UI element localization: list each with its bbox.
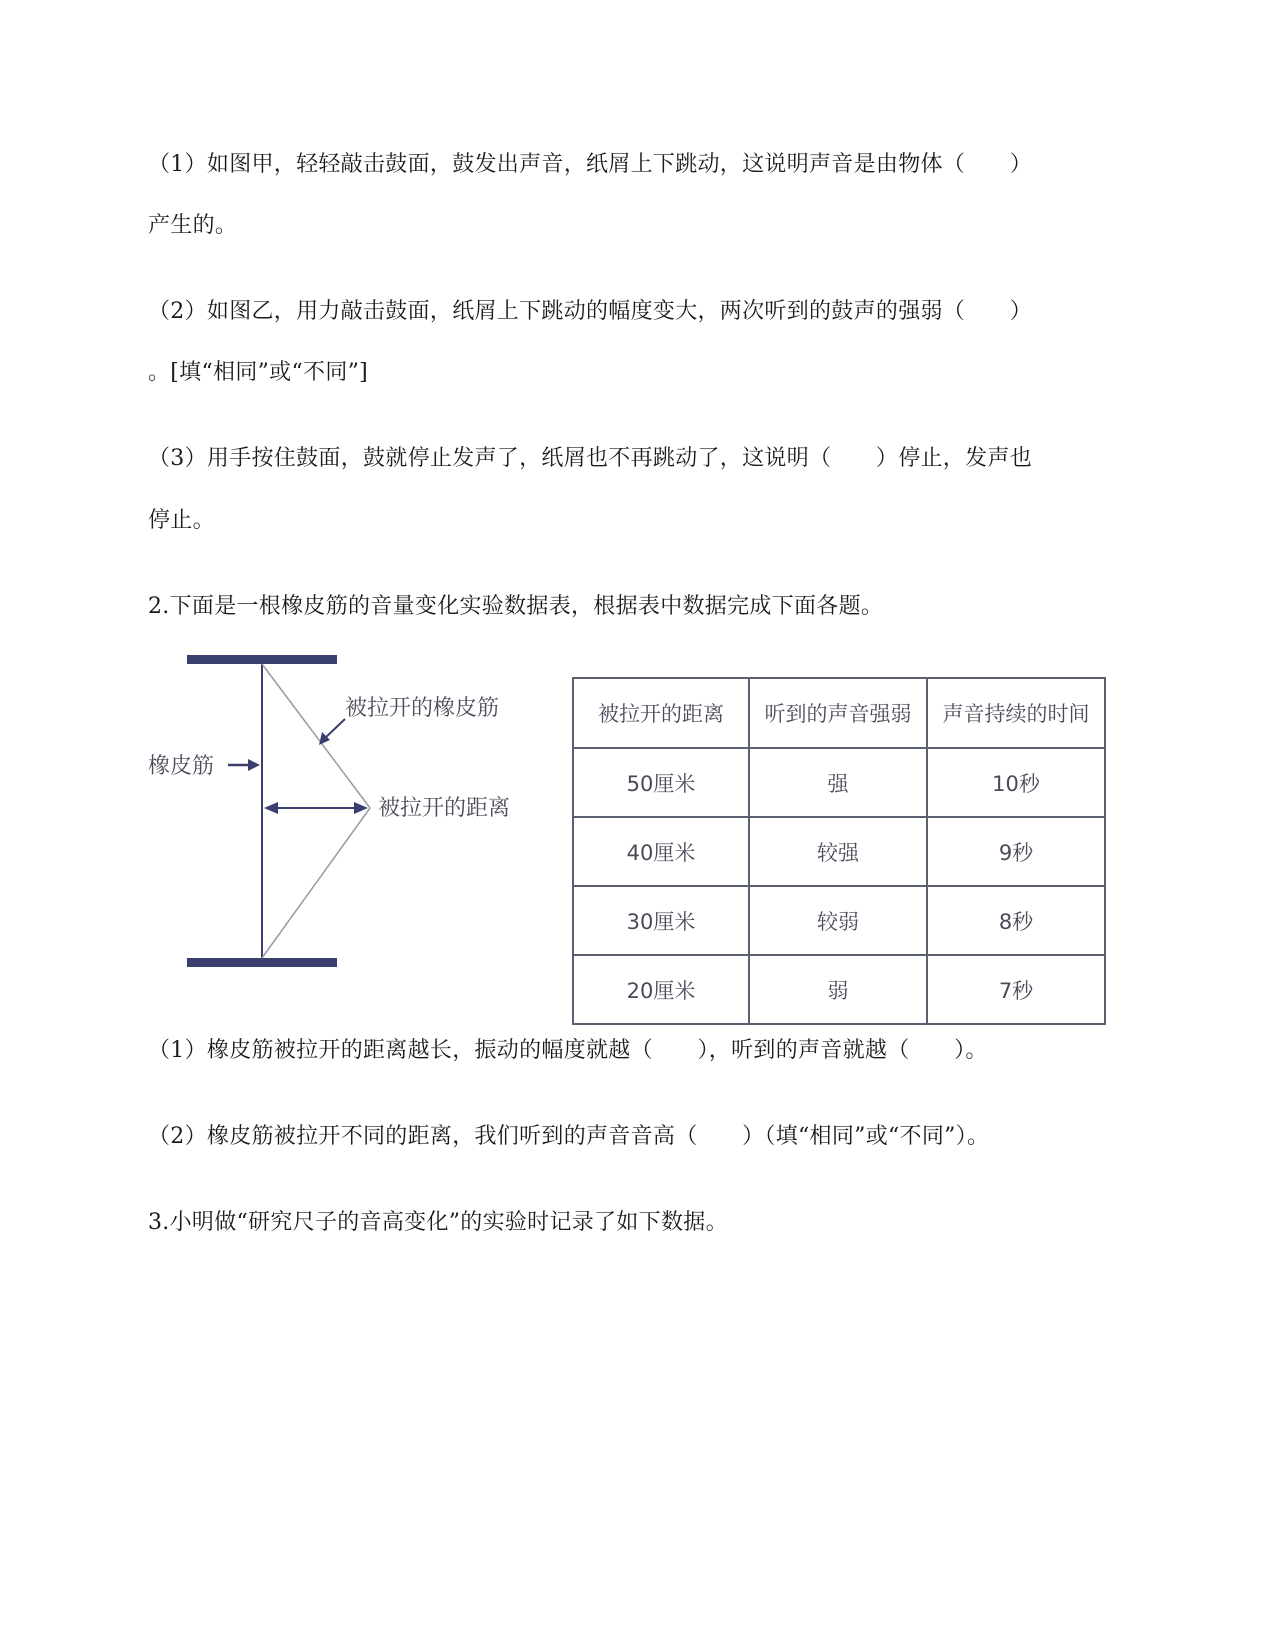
q1-part3-line2: 停止。 [148, 508, 215, 533]
table-cell: 30厘米 [573, 886, 749, 955]
distance-arrow-head-right [354, 802, 368, 814]
stretched-pointer-line [324, 719, 345, 739]
label-stretched-band: 被拉开的橡皮筋 [345, 696, 500, 721]
table-cell: 40厘米 [573, 817, 749, 886]
distance-arrow-head-left [264, 802, 278, 814]
table-row [573, 748, 1105, 817]
table-row [573, 886, 1105, 955]
bottom-bar [187, 958, 337, 967]
table-cell: 较弱 [749, 886, 927, 955]
label-rubber-band: 橡皮筋 [148, 754, 215, 779]
label-distance: 被拉开的距离 [378, 796, 511, 821]
rubber-band-figure [140, 655, 540, 1015]
table-cell: 10秒 [927, 748, 1105, 817]
q1-part2-line1: （2）如图乙，用力敲击鼓面，纸屑上下跳动的幅度变大，两次听到的鼓声的强弱（ ） [148, 299, 1032, 324]
table-cell: 9秒 [927, 817, 1105, 886]
table-header: 被拉开的距离 [573, 678, 749, 748]
table-cell: 20厘米 [573, 955, 749, 1024]
rubber-band-pointer-head [248, 759, 260, 771]
table-header: 声音持续的时间 [927, 678, 1105, 748]
q1-part3-line1: （3）用手按住鼓面，鼓就停止发声了，纸屑也不再跳动了，这说明（ ）停止，发声也 [148, 446, 1032, 471]
table-cell: 7秒 [927, 955, 1105, 1024]
table-cell: 弱 [749, 955, 927, 1024]
q1-part1-line2: 产生的。 [148, 213, 238, 238]
table-row [573, 817, 1105, 886]
stretched-band-lower [262, 808, 370, 958]
table-cell: 较强 [749, 817, 927, 886]
q2-part2: （2）橡皮筋被拉开不同的距离，我们听到的声音音高（ ）（填“相同”或“不同”）。 [148, 1124, 990, 1149]
rubber-band-data-table [572, 677, 1106, 1025]
table-cell: 强 [749, 748, 927, 817]
top-bar [187, 655, 337, 664]
table-cell: 50厘米 [573, 748, 749, 817]
q2-part1: （1）橡皮筋被拉开的距离越长，振动的幅度就越（ ），听到的声音就越（ ）。 [148, 1038, 988, 1063]
q1-part2-line2: 。[填“相同”或“不同”] [148, 360, 369, 385]
q3-title: 3.小明做“研究尺子的音高变化”的实验时记录了如下数据。 [148, 1210, 728, 1235]
table-row [573, 955, 1105, 1024]
q1-part1-line1: （1）如图甲，轻轻敲击鼓面，鼓发出声音，纸屑上下跳动，这说明声音是由物体（ ） [148, 152, 1032, 177]
table-header-row [573, 678, 1105, 748]
rubber-band-diagram [140, 655, 540, 1015]
table-cell: 8秒 [927, 886, 1105, 955]
stretched-band-upper [262, 664, 370, 808]
q2-title: 2.下面是一根橡皮筋的音量变化实验数据表，根据表中数据完成下面各题。 [148, 594, 884, 619]
table-header: 听到的声音强弱 [749, 678, 927, 748]
